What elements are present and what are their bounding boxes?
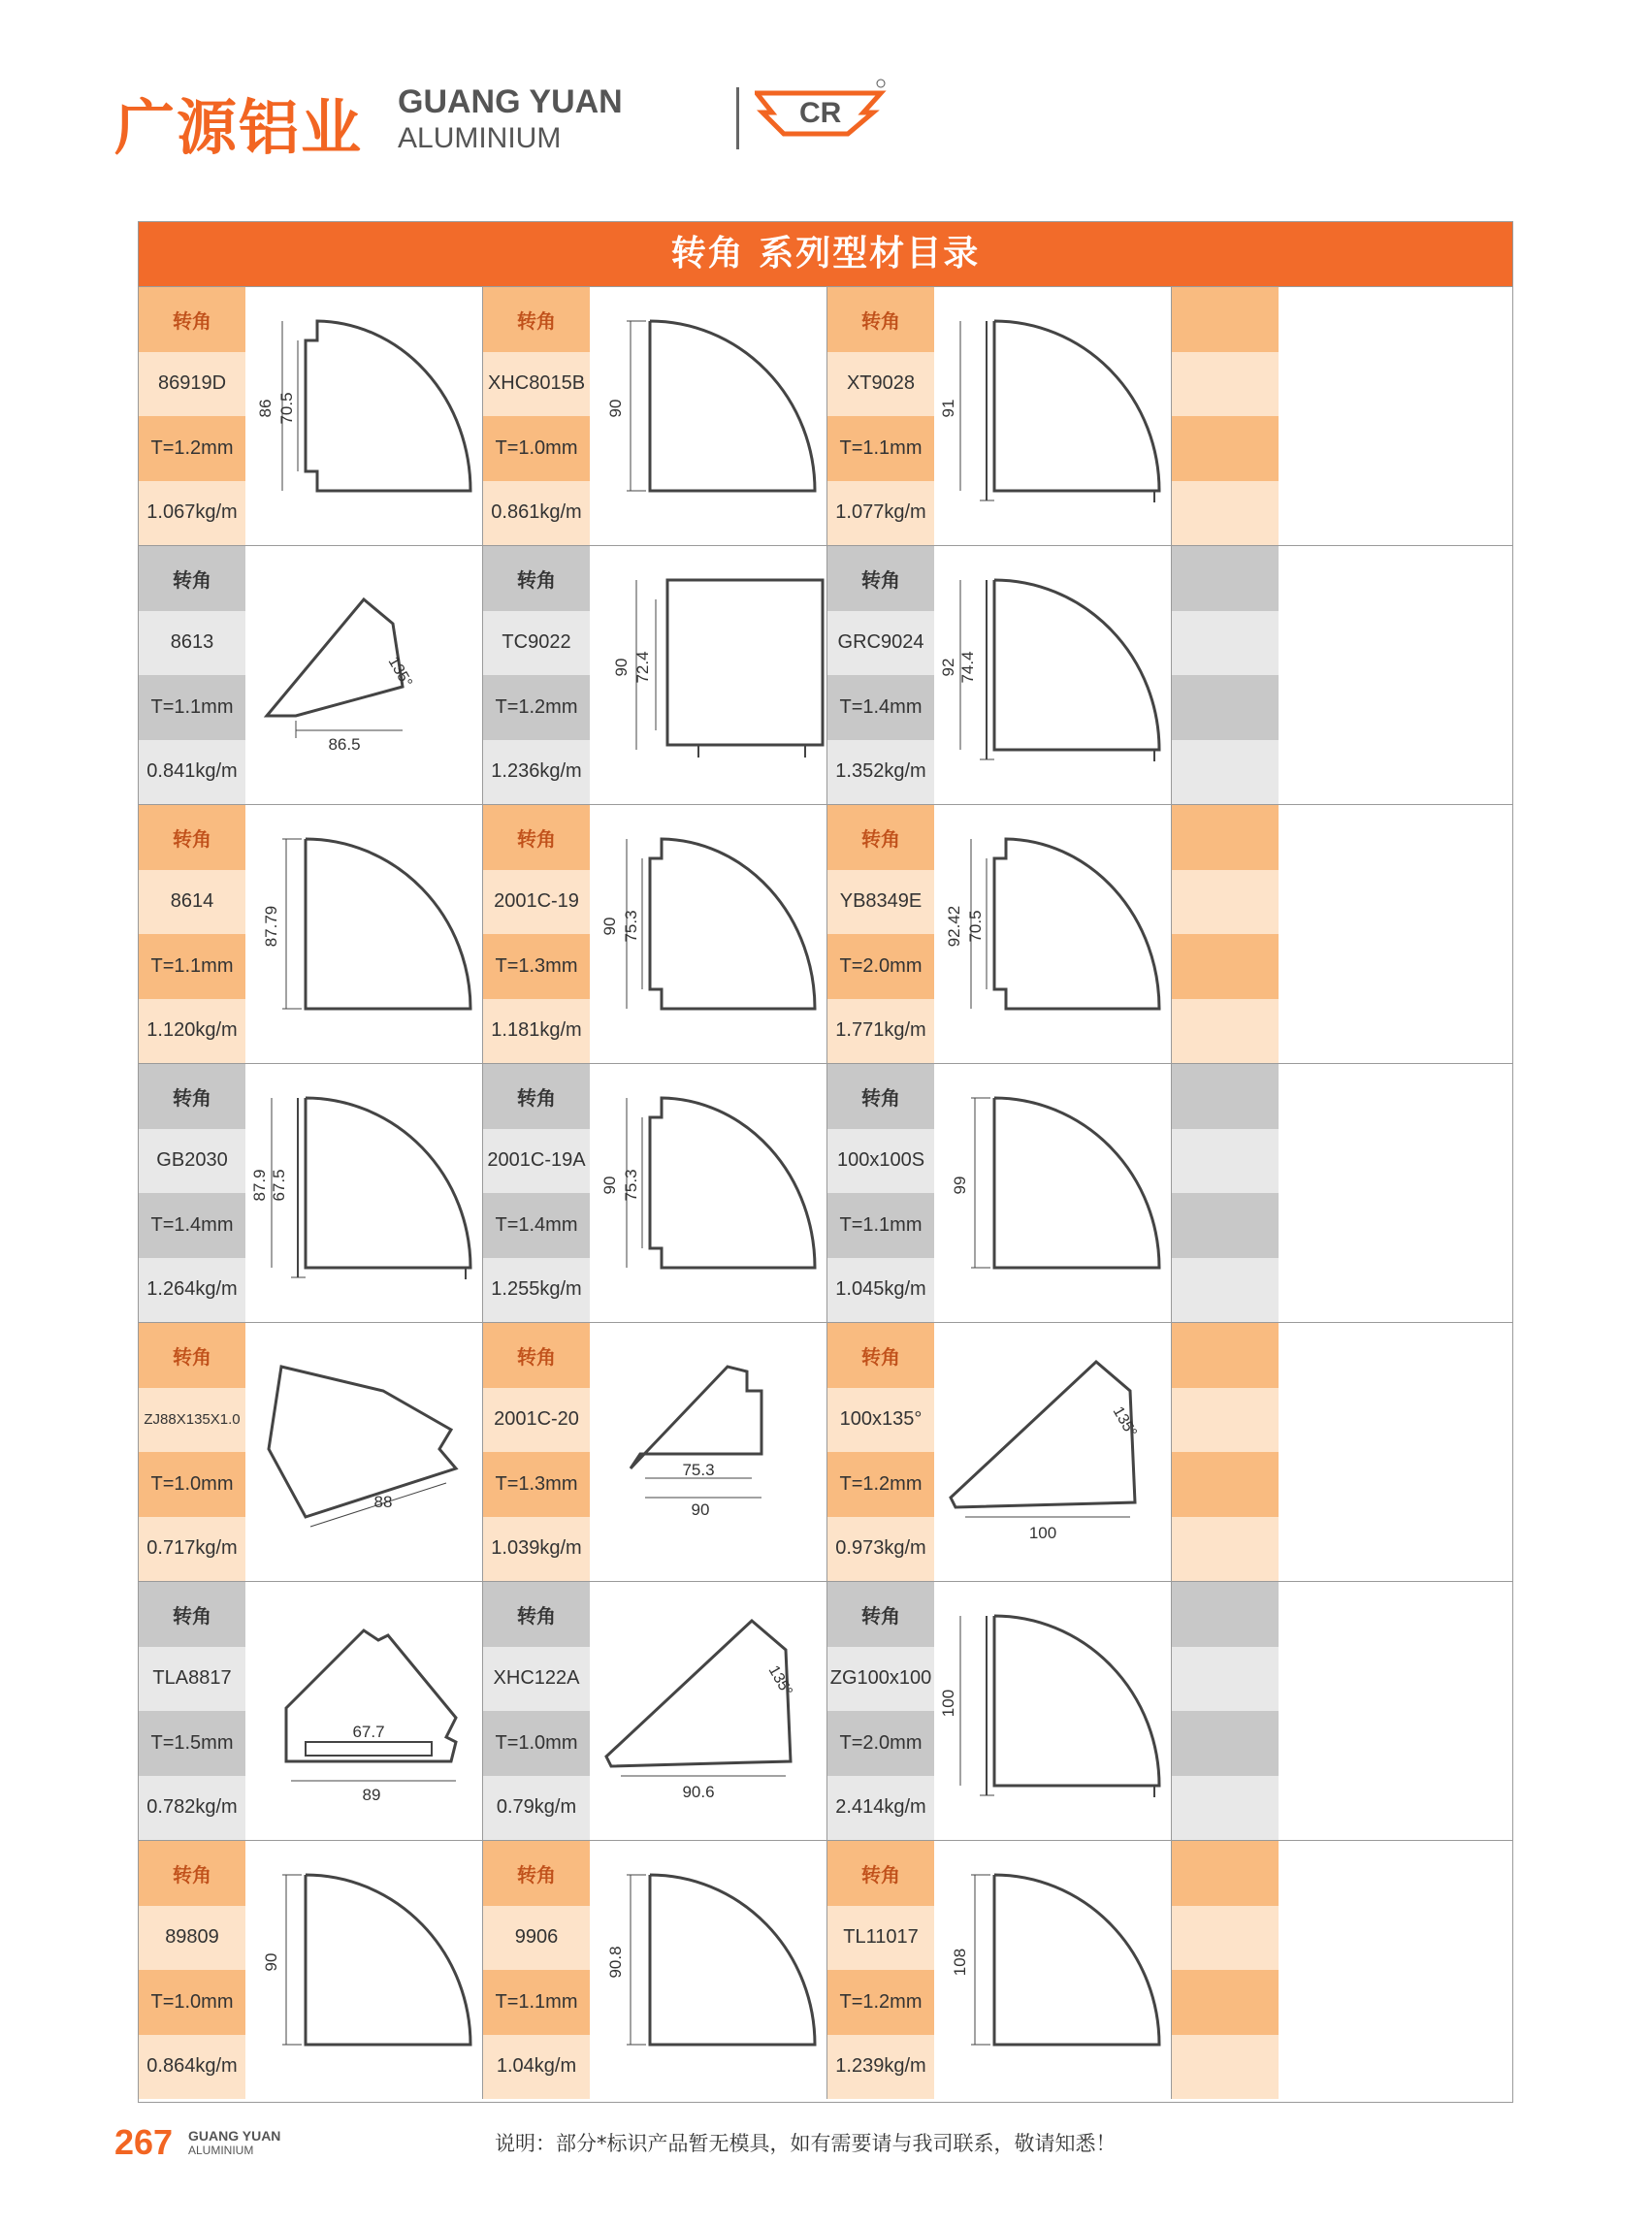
product-cell — [827, 1841, 1172, 2099]
product-thickness — [1172, 1452, 1279, 1517]
product-weight: 0.782kg/m — [139, 1776, 245, 1841]
brand-divider — [736, 87, 739, 149]
product-specs — [139, 1582, 245, 1840]
product-specs — [1172, 1323, 1279, 1581]
dimension-label: 99 — [951, 1176, 969, 1195]
product-weight: 1.264kg/m — [139, 1258, 245, 1323]
footer-brand: GUANG YUAN — [188, 2128, 281, 2144]
empty-product-cell — [1172, 1064, 1514, 1322]
profile-drawing — [592, 287, 825, 545]
profile-drawing — [936, 1582, 1169, 1840]
product-weight: 1.077kg/m — [827, 481, 934, 546]
product-thickness: T=1.1mm — [827, 1193, 934, 1258]
product-code — [1172, 352, 1279, 417]
dimension-label: 90 — [262, 1952, 280, 1972]
product-code: 9906 — [483, 1906, 590, 1971]
product-weight — [1172, 1258, 1279, 1323]
product-weight — [1172, 481, 1279, 546]
product-code: TLA8817 — [139, 1647, 245, 1712]
product-code: 8614 — [139, 870, 245, 935]
product-category: 转角 — [483, 1064, 590, 1129]
dimension-label: 100 — [1028, 1524, 1057, 1542]
product-code: TL11017 — [827, 1906, 934, 1971]
dimension-label: 75.3 — [622, 1169, 640, 1202]
product-specs — [1172, 805, 1279, 1063]
product-cell — [139, 546, 483, 804]
product-cell — [483, 1064, 827, 1322]
product-weight: 1.236kg/m — [483, 740, 590, 805]
product-code: XHC122A — [483, 1647, 590, 1712]
product-specs — [827, 1064, 934, 1322]
product-category: 转角 — [139, 1323, 245, 1388]
catalog-row — [139, 1840, 1512, 2099]
product-specs — [139, 805, 245, 1063]
dimension-label: 87.9 — [250, 1169, 269, 1202]
dimension-label: 74.4 — [958, 651, 977, 684]
dimension-label: 108 — [951, 1948, 969, 1977]
profile-drawing — [592, 1582, 825, 1840]
brand-name-cn: 广源铝业 — [114, 92, 364, 163]
profile-drawing — [592, 805, 825, 1063]
product-category: 转角 — [139, 546, 245, 611]
product-thickness: T=1.4mm — [139, 1193, 245, 1258]
profile-drawing — [936, 287, 1169, 545]
dimension-label: 86 — [256, 399, 275, 418]
product-thickness: T=1.1mm — [827, 416, 934, 481]
dimension-label: 75.3 — [622, 910, 640, 943]
product-specs — [483, 1841, 590, 2099]
product-weight: 1.045kg/m — [827, 1258, 934, 1323]
product-cell — [483, 287, 827, 545]
product-cell — [139, 1841, 483, 2099]
product-thickness — [1172, 1970, 1279, 2035]
dimension-label: 90 — [606, 399, 625, 418]
product-category: 转角 — [827, 1064, 934, 1129]
empty-product-cell — [1172, 546, 1514, 804]
product-weight: 1.239kg/m — [827, 2035, 934, 2100]
product-category — [1172, 546, 1279, 611]
product-weight: 0.861kg/m — [483, 481, 590, 546]
dimension-label: 90.8 — [606, 1946, 625, 1979]
product-code: TC9022 — [483, 611, 590, 676]
empty-product-cell — [1172, 1323, 1514, 1581]
product-specs — [483, 1323, 590, 1581]
catalog-table — [138, 221, 1513, 2103]
catalog-row — [139, 1322, 1512, 1581]
product-cell — [483, 1582, 827, 1840]
product-code: 100x100S — [827, 1129, 934, 1194]
product-thickness: T=1.2mm — [483, 675, 590, 740]
empty-product-cell — [1172, 805, 1514, 1063]
dimension-label: 75.3 — [682, 1461, 715, 1479]
dimension-label: 90 — [600, 917, 619, 936]
product-thickness — [1172, 1711, 1279, 1776]
product-weight: 0.841kg/m — [139, 740, 245, 805]
svg-text:135°: 135° — [384, 654, 415, 691]
profile-drawing — [592, 546, 825, 804]
product-thickness: T=1.0mm — [483, 416, 590, 481]
brand-logo-icon — [755, 78, 891, 149]
svg-text:CR: CR — [799, 97, 842, 129]
product-code — [1172, 1647, 1279, 1712]
product-code: 2001C-19A — [483, 1129, 590, 1194]
product-weight — [1172, 1776, 1279, 1841]
product-cell — [139, 1064, 483, 1322]
product-cell — [139, 1323, 483, 1581]
product-weight: 1.04kg/m — [483, 2035, 590, 2100]
empty-product-cell — [1172, 287, 1514, 545]
profile-drawing — [247, 1841, 480, 2099]
catalog-row — [139, 1581, 1512, 1840]
footer-note: 说明：部分*标识产品暂无模具，如有需要请与我司联系，敬请知悉！ — [495, 2132, 1117, 2155]
dimension-label: 91 — [939, 399, 957, 418]
dimension-label: 86.5 — [328, 735, 361, 754]
product-cell — [827, 546, 1172, 804]
dimension-label: 90 — [600, 1176, 619, 1195]
footer-brand-sub: ALUMINIUM — [188, 2144, 254, 2157]
product-specs — [827, 1323, 934, 1581]
product-cell — [827, 1323, 1172, 1581]
profile-drawing — [247, 546, 480, 804]
product-category: 转角 — [827, 805, 934, 870]
catalog-row — [139, 804, 1512, 1063]
product-category — [1172, 805, 1279, 870]
dimension-label: 70.5 — [966, 910, 985, 943]
product-code — [1172, 611, 1279, 676]
product-thickness: T=1.5mm — [139, 1711, 245, 1776]
product-weight: 0.717kg/m — [139, 1517, 245, 1582]
product-specs — [827, 805, 934, 1063]
product-thickness: T=1.4mm — [483, 1193, 590, 1258]
product-thickness: T=1.2mm — [139, 416, 245, 481]
product-category: 转角 — [139, 1582, 245, 1647]
product-thickness — [1172, 934, 1279, 999]
profile-drawing — [592, 1841, 825, 2099]
profile-drawing — [592, 1323, 825, 1581]
dimension-label: 67.5 — [270, 1169, 288, 1202]
product-code: GB2030 — [139, 1129, 245, 1194]
product-weight — [1172, 2035, 1279, 2100]
dimension-label: 92 — [939, 658, 957, 677]
product-category: 转角 — [139, 805, 245, 870]
dimension-label: 70.5 — [277, 392, 296, 425]
product-specs — [483, 1582, 590, 1840]
dimension-label: 67.7 — [352, 1723, 385, 1741]
product-specs — [1172, 1064, 1279, 1322]
product-code: 100x135° — [827, 1388, 934, 1453]
product-specs — [483, 287, 590, 545]
product-thickness: T=1.2mm — [827, 1970, 934, 2035]
product-specs — [827, 1841, 934, 2099]
product-specs — [827, 1582, 934, 1840]
product-thickness: T=2.0mm — [827, 1711, 934, 1776]
product-category — [1172, 1582, 1279, 1647]
product-thickness: T=1.0mm — [139, 1452, 245, 1517]
product-weight — [1172, 999, 1279, 1064]
product-code: ZG100x100 — [827, 1647, 934, 1712]
product-weight: 1.120kg/m — [139, 999, 245, 1064]
dimension-label: 90.6 — [682, 1783, 715, 1801]
product-weight: 1.771kg/m — [827, 999, 934, 1064]
brand-header — [114, 78, 891, 163]
product-thickness: T=1.0mm — [483, 1711, 590, 1776]
product-specs — [139, 546, 245, 804]
product-specs — [483, 1064, 590, 1322]
product-specs — [827, 287, 934, 545]
product-code: 2001C-19 — [483, 870, 590, 935]
product-specs — [139, 1841, 245, 2099]
product-category: 转角 — [483, 1841, 590, 1906]
product-cell — [139, 287, 483, 545]
product-weight: 1.352kg/m — [827, 740, 934, 805]
product-thickness: T=1.2mm — [827, 1452, 934, 1517]
dimension-label: 92.42 — [945, 905, 963, 948]
product-code — [1172, 1388, 1279, 1453]
product-specs — [483, 546, 590, 804]
product-specs — [139, 287, 245, 545]
product-code — [1172, 1129, 1279, 1194]
brand-name-en: GUANG YUAN — [398, 83, 623, 120]
product-code: 89809 — [139, 1906, 245, 1971]
product-category — [1172, 1323, 1279, 1388]
profile-drawing — [592, 1064, 825, 1322]
profile-drawing — [936, 546, 1169, 804]
product-thickness: T=1.3mm — [483, 934, 590, 999]
product-specs — [1172, 1582, 1279, 1840]
product-code: 86919D — [139, 352, 245, 417]
product-code: GRC9024 — [827, 611, 934, 676]
page-number: 267 — [114, 2122, 174, 2162]
product-cell — [483, 1323, 827, 1581]
product-specs — [1172, 287, 1279, 545]
product-cell — [483, 1841, 827, 2099]
product-code — [1172, 870, 1279, 935]
product-category: 转角 — [483, 1582, 590, 1647]
product-thickness: T=1.1mm — [139, 934, 245, 999]
product-weight: 1.039kg/m — [483, 1517, 590, 1582]
profile-drawing — [247, 1582, 480, 1840]
product-category: 转角 — [827, 1323, 934, 1388]
product-cell — [827, 1064, 1172, 1322]
product-weight: 0.79kg/m — [483, 1776, 590, 1841]
dimension-label: 90 — [612, 658, 631, 677]
product-thickness: T=1.4mm — [827, 675, 934, 740]
product-code: 2001C-20 — [483, 1388, 590, 1453]
product-thickness: T=1.0mm — [139, 1970, 245, 2035]
profile-drawing — [247, 287, 480, 545]
svg-text:135°: 135° — [764, 1662, 795, 1699]
product-category: 转角 — [483, 546, 590, 611]
product-category: 转角 — [827, 546, 934, 611]
profile-drawing — [247, 1323, 480, 1581]
profile-drawing — [247, 1064, 480, 1322]
product-weight: 1.181kg/m — [483, 999, 590, 1064]
product-code: XT9028 — [827, 352, 934, 417]
catalog-row — [139, 545, 1512, 804]
product-cell — [827, 1582, 1172, 1840]
product-category: 转角 — [827, 1841, 934, 1906]
product-specs — [827, 546, 934, 804]
product-thickness: T=2.0mm — [827, 934, 934, 999]
empty-product-cell — [1172, 1582, 1514, 1840]
product-specs — [139, 1064, 245, 1322]
catalog-row — [139, 1063, 1512, 1322]
product-cell — [827, 805, 1172, 1063]
profile-drawing — [936, 805, 1169, 1063]
product-thickness: T=1.3mm — [483, 1452, 590, 1517]
product-code: ZJ88X135X1.0 — [139, 1388, 245, 1453]
product-weight — [1172, 740, 1279, 805]
catalog-row — [139, 286, 1512, 545]
product-code: YB8349E — [827, 870, 934, 935]
catalog-title: 转角 系列型材目录 — [139, 222, 1512, 286]
profile-drawing — [936, 1064, 1169, 1322]
product-specs — [1172, 546, 1279, 804]
product-cell — [139, 805, 483, 1063]
product-category — [1172, 1064, 1279, 1129]
brand-name-en-sub: ALUMINIUM — [398, 122, 562, 154]
dimension-label: 87.79 — [262, 905, 280, 948]
product-category: 转角 — [139, 287, 245, 352]
product-weight: 0.973kg/m — [827, 1517, 934, 1582]
product-code: XHC8015B — [483, 352, 590, 417]
product-category: 转角 — [483, 1323, 590, 1388]
profile-drawing — [936, 1323, 1169, 1581]
product-weight: 1.255kg/m — [483, 1258, 590, 1323]
dimension-label: 90 — [691, 1500, 710, 1519]
dimension-label: 88 — [373, 1493, 393, 1511]
profile-drawing — [247, 805, 480, 1063]
product-code — [1172, 1906, 1279, 1971]
product-thickness: T=1.1mm — [139, 675, 245, 740]
dimension-label: 100 — [939, 1689, 957, 1718]
dimension-label: 89 — [362, 1786, 381, 1804]
dimension-label: 72.4 — [633, 651, 652, 684]
product-weight: 1.067kg/m — [139, 481, 245, 546]
product-thickness — [1172, 416, 1279, 481]
product-category: 转角 — [139, 1064, 245, 1129]
product-specs — [139, 1323, 245, 1581]
empty-product-cell — [1172, 1841, 1514, 2099]
product-category: 转角 — [483, 287, 590, 352]
product-category: 转角 — [827, 1582, 934, 1647]
product-code: 8613 — [139, 611, 245, 676]
product-cell — [483, 546, 827, 804]
product-cell — [827, 287, 1172, 545]
product-specs — [1172, 1841, 1279, 2099]
svg-text:135°: 135° — [1109, 1403, 1140, 1440]
product-weight: 2.414kg/m — [827, 1776, 934, 1841]
product-weight — [1172, 1517, 1279, 1582]
product-category — [1172, 1841, 1279, 1906]
product-category: 转角 — [827, 287, 934, 352]
product-thickness — [1172, 1193, 1279, 1258]
product-cell — [139, 1582, 483, 1840]
product-category: 转角 — [483, 805, 590, 870]
product-cell — [483, 805, 827, 1063]
product-thickness — [1172, 675, 1279, 740]
product-specs — [483, 805, 590, 1063]
product-category — [1172, 287, 1279, 352]
product-weight: 0.864kg/m — [139, 2035, 245, 2100]
product-thickness: T=1.1mm — [483, 1970, 590, 2035]
product-category: 转角 — [139, 1841, 245, 1906]
profile-drawing — [936, 1841, 1169, 2099]
